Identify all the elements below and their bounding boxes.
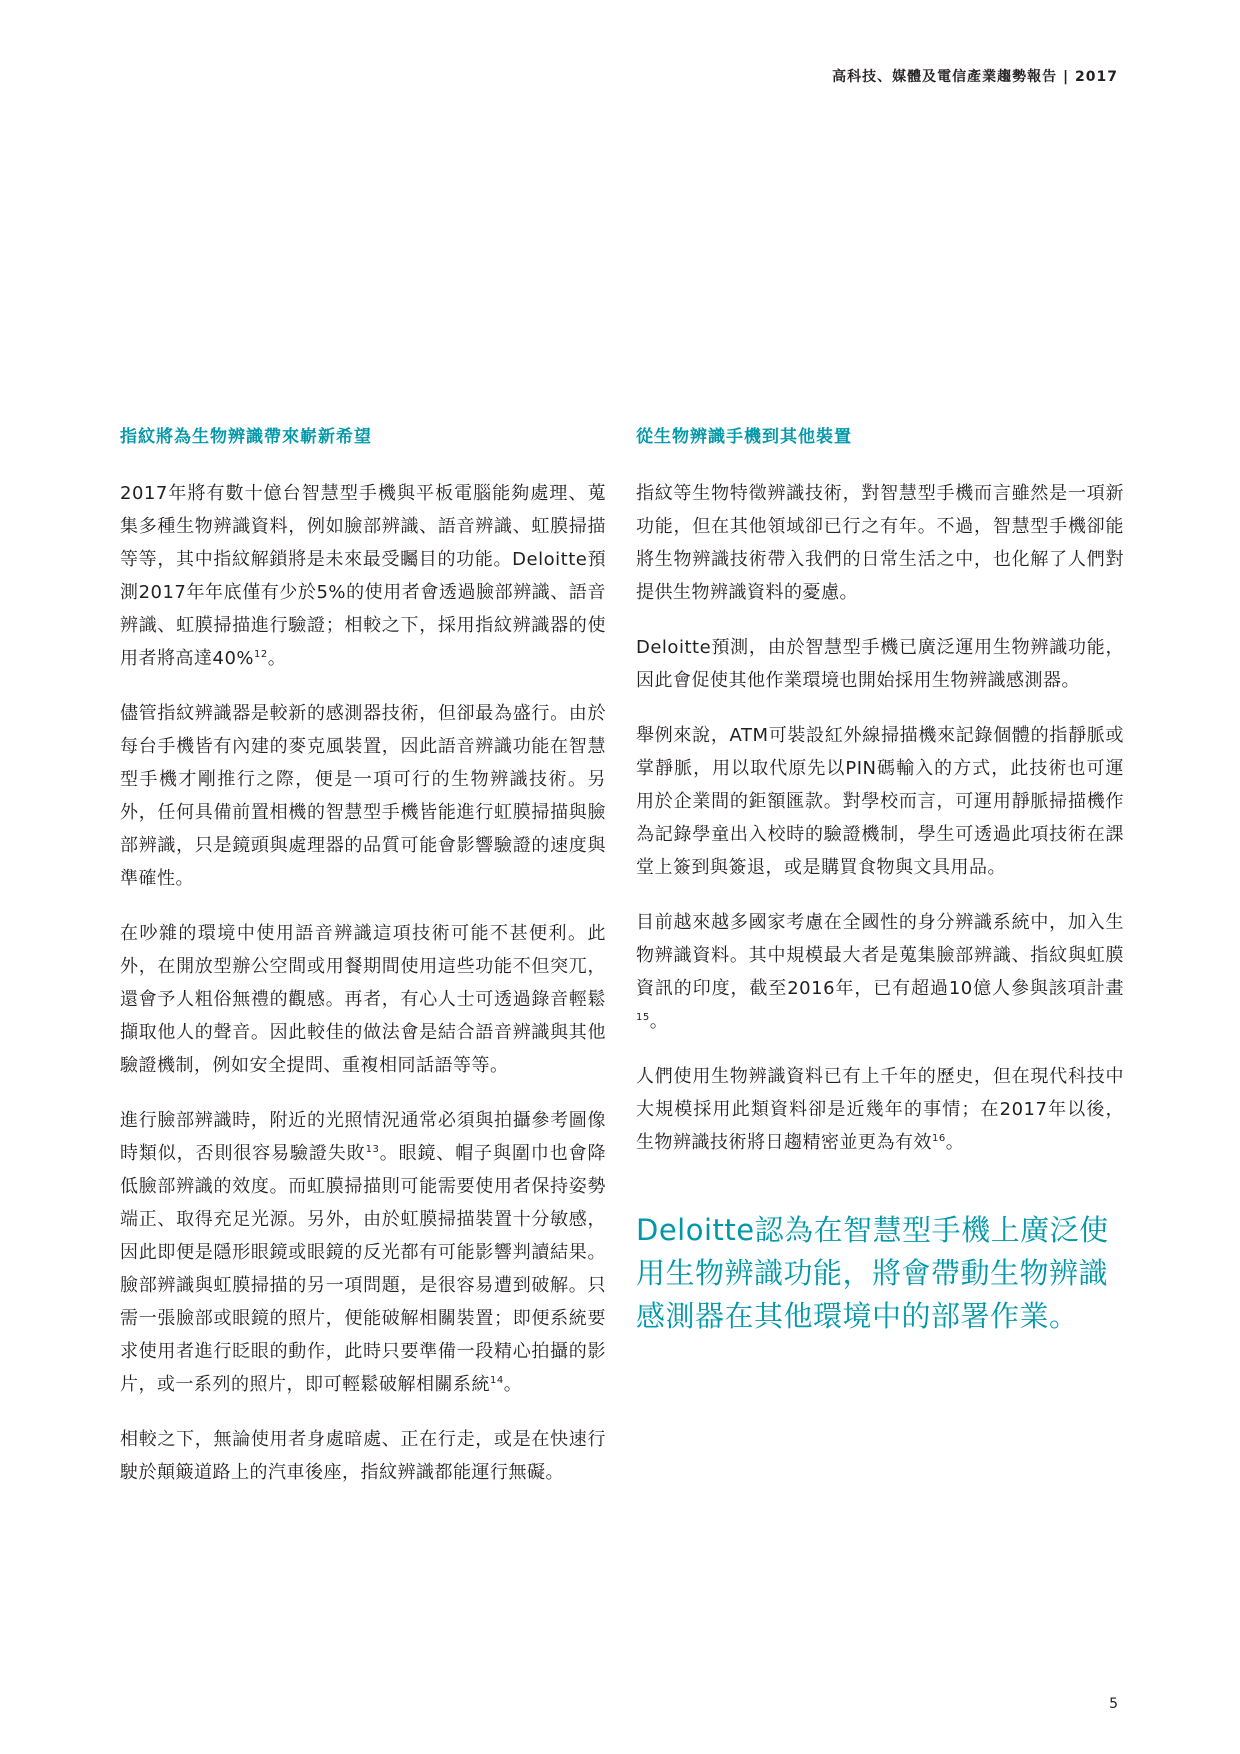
page-number: 5 <box>1109 1696 1118 1712</box>
paragraph: 舉例來說，ATM可裝設紅外線掃描機來記錄個體的指靜脈或掌靜脈，用以取代原先以PIN碼輸入的方式，此技術也可運用於企業間的鉅額匯款。對學校而言，可運用靜脈掃描機作為記錄學童出入校時的驗證機制，學生可透過此項技術在課堂上簽到與簽退，或是購買食物與文具用品。 <box>636 725 1124 878</box>
paragraph: 指紋等生物特徵辨識技術，對智慧型手機而言雖然是一項新功能，但在其他領域卻已行之有年。不過，智慧型手機卻能將生物辨識技術帶入我們的日常生活之中，也化解了人們對提供生物辨識資料的憂慮。 <box>636 483 1124 603</box>
paragraph: 2017年將有數十億台智慧型手機與平板電腦能夠處理、蒐集多種生物辨識資料，例如臉部辨識、語音辨識、虹膜掃描等等，其中指紋解鎖將是未來最受矚目的功能。Deloitte預測2017年年底僅有少於5%的使用者會透過臉部辨識、語音辨識、虹膜掃描進行驗證；相較之下，採用指紋辨識器的使用者將高達40%$^{12}$。 <box>120 483 606 669</box>
footnote-ref: 16 <box>932 1133 946 1144</box>
paragraph: 進行臉部辨識時，附近的光照情況通常必須與拍攝參考圖像時類似，否則很容易驗證失敗$^{13}$。眼鏡、帽子與圍巾也會降低臉部辨識的效度。而虹膜掃描則可能需要使用者保持姿勢端正、取得充足光源。另外，由於虹膜掃描裝置十分敏感，因此即便是隱形眼鏡或眼鏡的反光都有可能影響判讀結果。臉部辨識與虹膜掃描的另一項問題，是很容易遭到破解。只需一張臉部或眼鏡的照片，便能破解相關裝置；即便系統要求使用者進行眨眼的動作，此時只要準備一段精心拍攝的影片，或一系列的照片，即可輕鬆破解相關系統$^{14}$。 <box>120 1110 606 1395</box>
footnote-ref: 15 <box>636 1012 650 1023</box>
left-column <box>120 422 606 1511</box>
footnote-ref: 13 <box>365 1144 380 1155</box>
paragraph: 目前越來越多國家考慮在全國性的身分辨識系統中，加入生物辨識資料。其中規模最大者是蒐集臉部辨識、指紋與虹膜資訊的印度，截至2016年，已有超過10億人參與該項計畫$^{15}$。 <box>636 912 1124 1032</box>
paragraph: 儘管指紋辨識器是較新的感測器技術，但卻最為盛行。由於每台手機皆有內建的麥克風裝置，因此語音辨識功能在智慧型手機才剛推行之際，便是一項可行的生物辨識技術。另外，任何具備前置相機的智慧型手機皆能進行虹膜掃描與臉部辨識，只是鏡頭與處理器的品質可能會影響驗證的速度與準確性。 <box>120 703 606 889</box>
footnote-ref: 12 <box>254 649 268 660</box>
paragraph: 相較之下，無論使用者身處暗處、正在行走，或是在快速行駛於顛簸道路上的汽車後座，指紋辨識都能運行無礙。 <box>120 1429 606 1483</box>
paragraph: 在吵雜的環境中使用語音辨識這項技術可能不甚便利。此外，在開放型辦公空間或用餐期間使用這些功能不但突兀，還會予人粗俗無禮的觀感。再者，有心人士可透過錄音輕鬆擷取他人的聲音。因此較佳的做法會是結合語音辨識與其他驗證機制，例如安全提問、重複相同話語等等。 <box>120 923 606 1076</box>
section-heading-fingerprint: 指紋將為生物辨識帶來嶄新希望 <box>120 427 372 447</box>
section-heading-other-devices: 從生物辨識手機到其他裝置 <box>636 427 852 447</box>
right-column <box>636 422 1124 1338</box>
footnote-ref: 14 <box>490 1375 504 1386</box>
running-header: 高科技、媒體及電信產業趨勢報告 | 2017 <box>832 69 1118 85</box>
pull-quote: Deloitte認為在智慧型手機上廣泛使用生物辨識功能，將會帶動生物辨識感測器在其他環境中的部署作業。 <box>636 1213 1109 1333</box>
paragraph: 人們使用生物辨識資料已有上千年的歷史，但在現代科技中大規模採用此類資料卻是近幾年的事情；在2017年以後，生物辨識技術將日趨精密並更為有效$^{16}$。 <box>636 1066 1124 1153</box>
paragraph: Deloitte預測，由於智慧型手機已廣泛運用生物辨識功能，因此會促使其他作業環境也開始採用生物辨識感測器。 <box>636 637 1124 691</box>
